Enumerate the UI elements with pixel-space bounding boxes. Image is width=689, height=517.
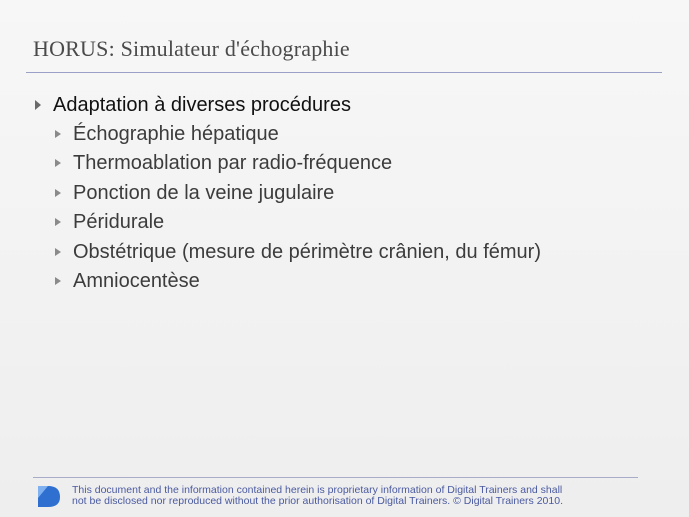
bullet-arrow-icon [35, 100, 41, 110]
bullet-arrow-icon [55, 218, 61, 226]
bullet-arrow-icon [55, 248, 61, 256]
bullet-text: Amniocentèse [73, 270, 200, 292]
footer-divider [33, 477, 638, 478]
footer-disclaimer [72, 485, 632, 507]
slide-title: HORUS: Simulateur d'échographie [33, 36, 350, 61]
footer-line-2: not be disclosed nor reproduced without the prior authorisation of Digital Trainers. © Digital Trainers 2010. [72, 495, 563, 507]
bullet-arrow-icon [55, 189, 61, 197]
bullet-text: Ponction de la veine jugulaire [73, 182, 335, 204]
bullet-arrow-icon [55, 130, 61, 138]
title-divider [26, 72, 662, 73]
footer-line-1: This document and the information contained herein is proprietary information of Digital Trainers and shall [72, 484, 563, 496]
bullet-text: Péridurale [73, 211, 165, 233]
bullet-arrow-icon [55, 159, 61, 167]
bullet-text: Obstétrique (mesure de périmètre crânien, du fémur) [73, 241, 541, 263]
bullet-text: Thermoablation par radio-fréquence [73, 152, 393, 174]
digital-trainers-logo-icon [36, 482, 62, 508]
bullet-arrow-icon [55, 277, 61, 285]
bullet-text: Échographie hépatique [73, 123, 279, 145]
bullet-text: Adaptation à diverses procédures [53, 94, 351, 116]
